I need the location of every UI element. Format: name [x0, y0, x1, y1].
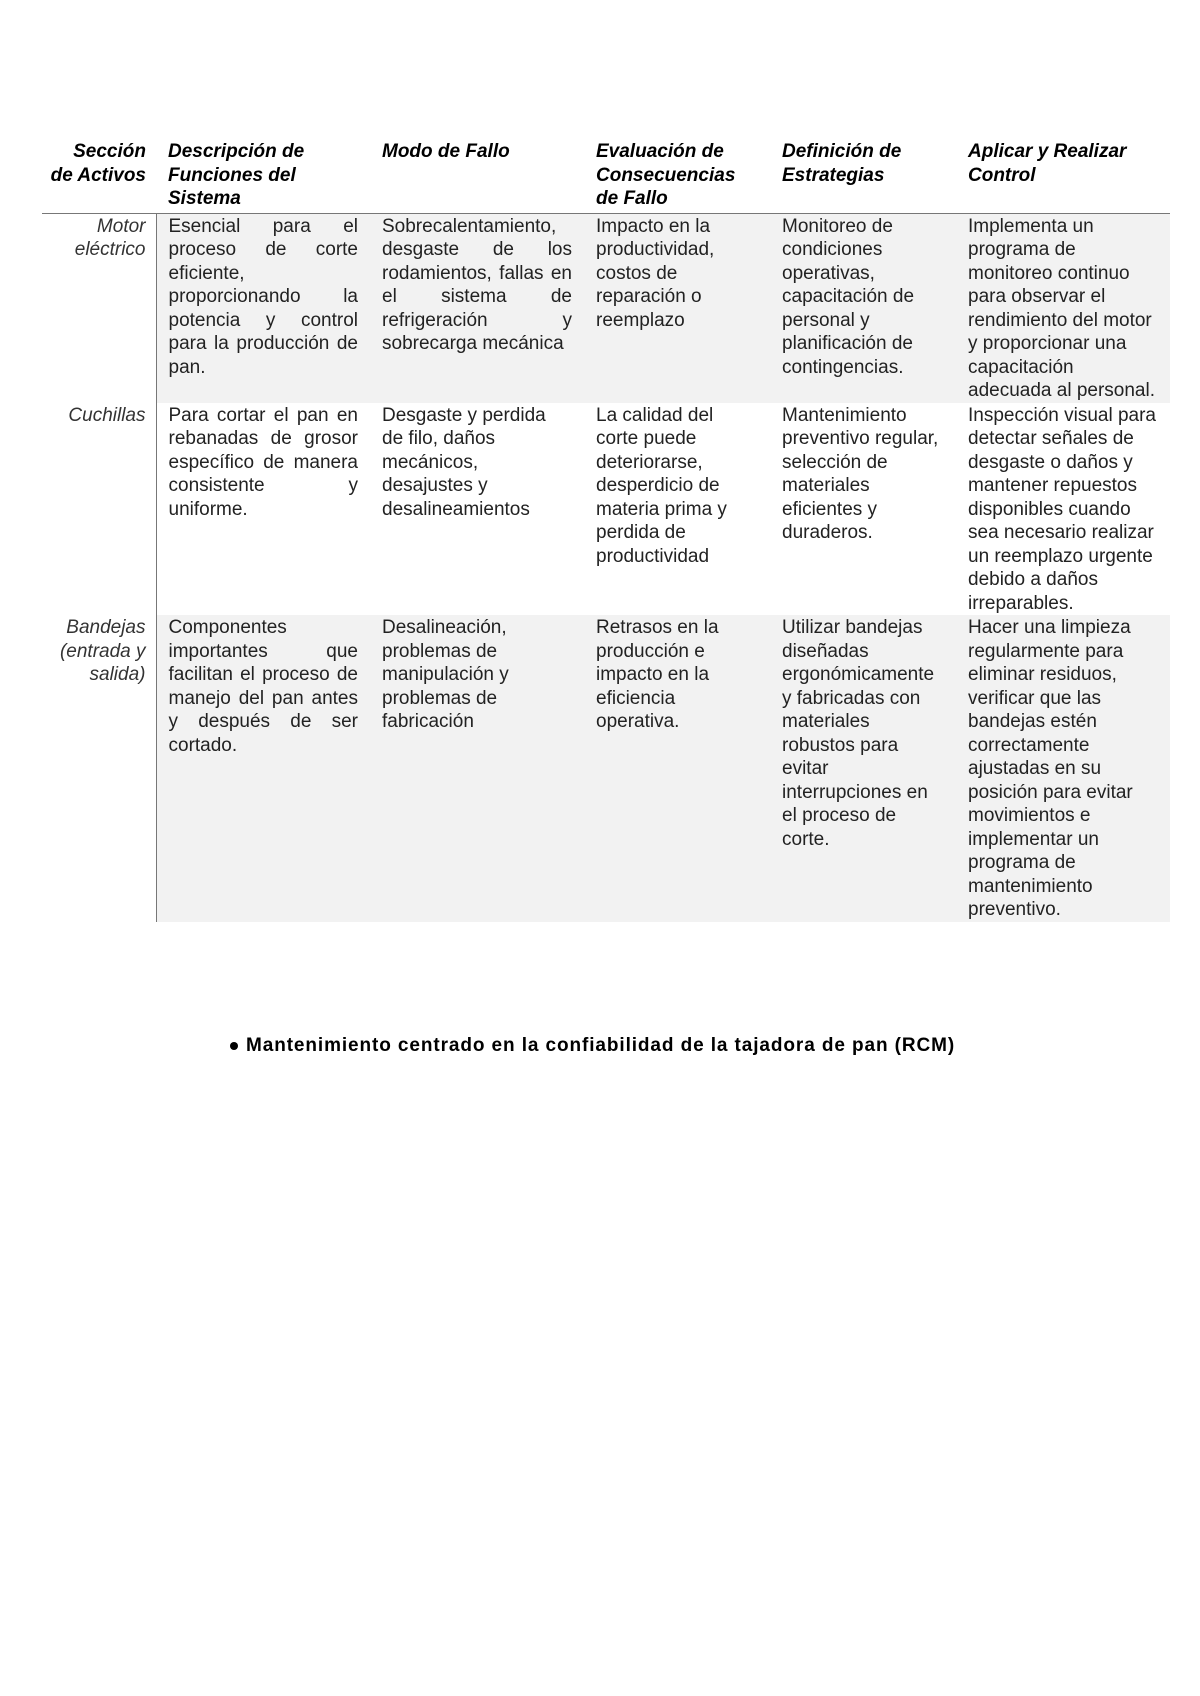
- rcm-table: [42, 140, 1170, 922]
- table-row: [42, 213, 1170, 403]
- asset-name: Cuchillas: [42, 403, 156, 616]
- table-row: [42, 403, 1170, 616]
- strategies-cell: Monitoreo de condiciones operativas, capacitación de personal y planificación de contingencias.: [770, 213, 956, 403]
- strategies-cell: Utilizar bandejas diseñadas ergonómicamente y fabricadas con materiales robustos para evitar interrupciones en el proceso de corte.: [770, 615, 956, 922]
- caption-text: Mantenimiento centrado en la confiabilidad de la tajadora de pan (RCM): [246, 1035, 956, 1056]
- failure-mode-cell: Desgaste y perdida de filo, daños mecánicos, desajustes y desalineamientos: [370, 403, 584, 616]
- function-description-cell: Para cortar el pan en rebanadas de grosor específico de manera consistente y uniforme.: [156, 403, 370, 616]
- consequences-cell: La calidad del corte puede deteriorarse, desperdicio de materia prima y perdida de productividad: [584, 403, 770, 616]
- control-cell: Hacer una limpieza regularmente para eliminar residuos, verificar que las bandejas estén correctamente ajustadas en su posición para evitar movimientos e implementar un programa de mantenimiento preventivo.: [956, 615, 1170, 922]
- header-asset-section: Sección de Activos: [42, 140, 156, 213]
- section-caption: [230, 1035, 955, 1057]
- strategies-cell: Mantenimiento preventivo regular, selección de materiales eficientes y duraderos.: [770, 403, 956, 616]
- asset-name: Motor eléctrico: [42, 213, 156, 403]
- header-apply-control: Aplicar y Realizar Control: [956, 140, 1170, 213]
- consequences-cell: Impacto en la productividad, costos de reparación o reemplazo: [584, 213, 770, 403]
- header-failure-consequences: Evaluación de Consecuencias de Fallo: [584, 140, 770, 213]
- header-function-description: Descripción de Funciones del Sistema: [156, 140, 370, 213]
- function-description-cell: Componentes importantes que facilitan el proceso de manejo del pan antes y después de ser cortado.: [156, 615, 370, 922]
- header-failure-mode: Modo de Fallo: [370, 140, 584, 213]
- bullet-icon: [230, 1042, 238, 1050]
- table-row: [42, 615, 1170, 922]
- function-description-cell: Esencial para el proceso de corte eficiente, proporcionando la potencia y control para la producción de pan.: [156, 213, 370, 403]
- header-strategy-definition: Definición de Estrategias: [770, 140, 956, 213]
- table-header-row: [42, 140, 1170, 213]
- asset-name: Bandejas (entrada y salida): [42, 615, 156, 922]
- control-cell: Inspección visual para detectar señales de desgaste o daños y mantener repuestos disponibles cuando sea necesario realizar un reemplazo urgente debido a daños irreparables.: [956, 403, 1170, 616]
- consequences-cell: Retrasos en la producción e impacto en la eficiencia operativa.: [584, 615, 770, 922]
- failure-mode-cell: Sobrecalentamiento, desgaste de los rodamientos, fallas en el sistema de refrigeración y sobrecarga mecánica: [370, 213, 584, 403]
- control-cell: Implementa un programa de monitoreo continuo para observar el rendimiento del motor y proporcionar una capacitación adecuada al personal.: [956, 213, 1170, 403]
- failure-mode-cell: Desalineación, problemas de manipulación y problemas de fabricación: [370, 615, 584, 922]
